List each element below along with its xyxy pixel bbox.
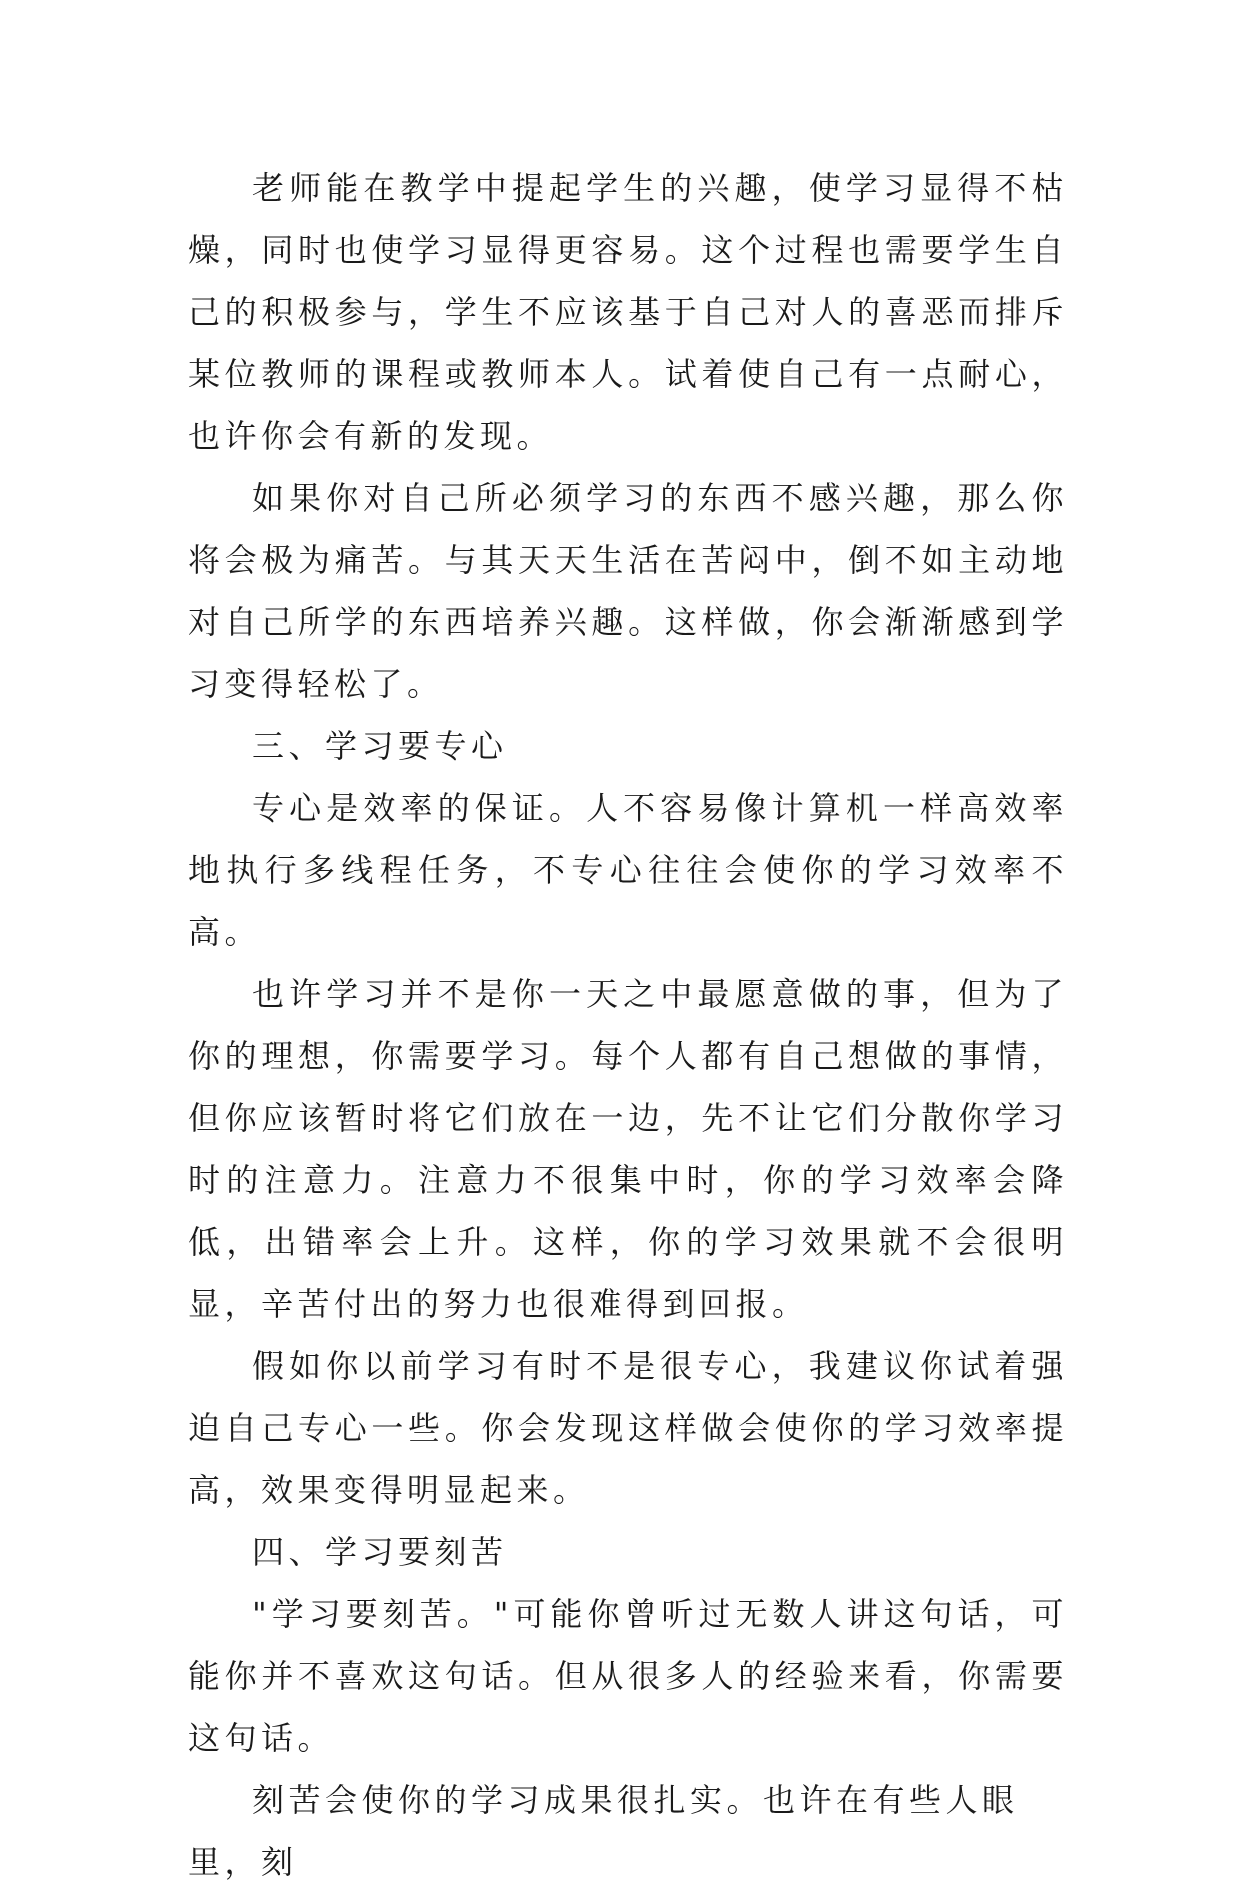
- paragraph-focus-efficiency: 专心是效率的保证。人不容易像计算机一样高效率地执行多线程任务，不专心往往会使你的学习效率不高。: [188, 789, 1068, 951]
- paragraph-force-focus: 假如你以前学习有时不是很专心，我建议你试着强迫自己专心一些。你会发现这样做会使你的学习效率提高，效果变得明显起来。: [188, 1347, 1068, 1509]
- paragraph-focus-ideal: 也许学习并不是你一天之中最愿意做的事，但为了你的理想，你需要学习。每个人都有自己想做的事情，但你应该暂时将它们放在一边，先不让它们分散你学习时的注意力。注意力不很集中时，你的学习效率会降低，出错率会上升。这样，你的学习效果就不会很明显，辛苦付出的努力也很难得到回报。: [188, 975, 1068, 1323]
- paragraph-teacher-interest: 老师能在教学中提起学生的兴趣，使学习显得不枯燥，同时也使学习显得更容易。这个过程也需要学生自己的积极参与，学生不应该基于自己对人的喜恶而排斥某位教师的课程或教师本人。试着使自己有一点耐心，也许你会有新的发现。: [188, 169, 1068, 455]
- section-heading-diligence: 四、学习要刻苦: [252, 1533, 508, 1571]
- paragraph-diligence-quote: "学习要刻苦。"可能你曾听过无数人讲这句话，可能你并不喜欢这句话。但从很多人的经验来看，你需要这句话。: [188, 1595, 1068, 1757]
- paragraph-cultivate-interest: 如果你对自己所必须学习的东西不感兴趣，那么你将会极为痛苦。与其天天生活在苦闷中，倒不如主动地对自己所学的东西培养兴趣。这样做，你会渐渐感到学习变得轻松了。: [188, 479, 1068, 703]
- paragraph-diligence-results: 刻苦会使你的学习成果很扎实。也许在有些人眼里，刻: [188, 1781, 1019, 1881]
- document-body: [188, 157, 1068, 1893]
- section-heading-focus: 三、学习要专心: [252, 727, 508, 765]
